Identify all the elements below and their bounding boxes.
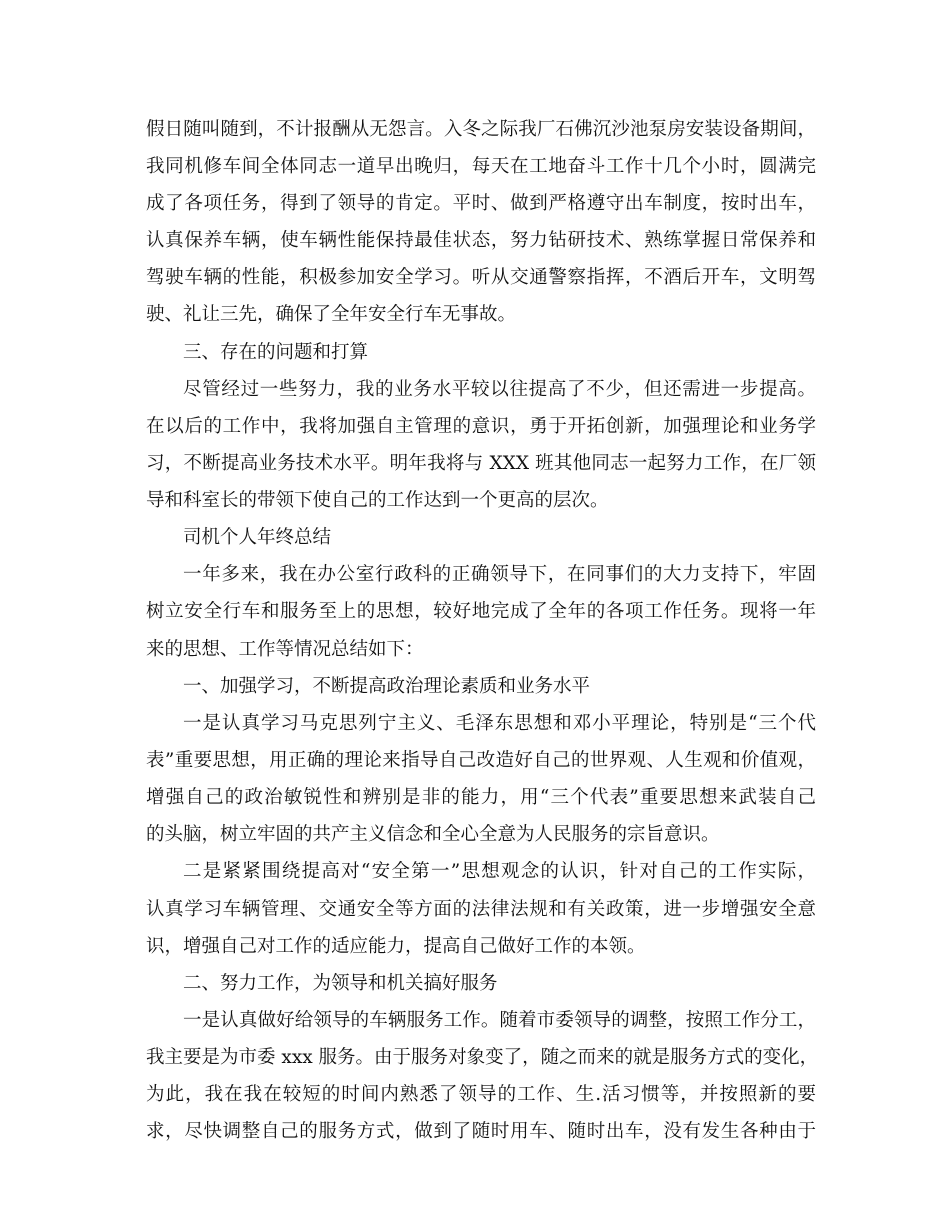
body-text-line: 驶、礼让三先，确保了全年安全行车无事故。 — [146, 304, 517, 325]
body-text-line: 树立安全行车和服务至上的思想，较好地完成了全年的各项工作任务。现将一年 — [146, 601, 816, 622]
body-text-line: 导和科室长的带领下使自己的工作达到一个更高的层次。 — [146, 490, 609, 511]
body-text-line: 在以后的工作中，我将加强自主管理的意识，勇于开拓创新，加强理论和业务学 — [146, 416, 816, 437]
body-text-line: 认真保养车辆，使车辆性能保持最佳状态，努力钻研技术、熟练掌握日常保养和 — [146, 230, 816, 251]
body-text-line: 一是认真学习马克思列宁主义、毛泽东思想和邓小平理论，特别是“三个代 — [183, 713, 816, 734]
body-text-line: 尽管经过一些努力，我的业务水平较以往提高了不少，但还需进一步提高。 — [183, 379, 816, 400]
body-text-line: 一年多来，我在办公室行政科的正确领导下，在同事们的大力支持下，牢固 — [183, 564, 816, 585]
document-title: 司机个人年终总结 — [183, 527, 332, 548]
body-text-line: 我主要是为市委 xxx 服务。由于服务对象变了，随之而来的就是服务方式的变化， — [146, 1047, 819, 1068]
section-heading: 三、存在的问题和打算 — [183, 342, 369, 363]
body-text-line: 的头脑，树立牢固的共产主义信念和全心全意为人民服务的宗旨意识。 — [146, 824, 720, 845]
body-text-line: 为此，我在我在较短的时间内熟悉了领导的工作、生.活习惯等，并按照新的要 — [146, 1084, 816, 1105]
section-heading: 二、努力工作，为领导和机关搞好服务 — [183, 973, 498, 994]
body-text-line: 认真学习车辆管理、交通安全等方面的法律法规和有关政策，进一步增强安全意 — [146, 899, 816, 920]
body-text-line: 假日随叫随到，不计报酬从无怨言。入冬之际我厂石佛沉沙池泵房安装设备期间， — [146, 119, 816, 140]
body-text-line: 二是紧紧围绕提高对“安全第一”思想观念的认识，针对自己的工作实际， — [183, 861, 816, 882]
body-text-line: 来的思想、工作等情况总结如下： — [146, 639, 424, 660]
body-text-line: 一是认真做好给领导的车辆服务工作。随着市委领导的调整，按照工作分工， — [183, 1010, 816, 1031]
body-text-line: 驾驶车辆的性能，积极参加安全学习。听从交通警察指挥，不酒后开车，文明驾 — [146, 267, 816, 288]
body-text-line: 识，增强自己对工作的适应能力，提高自己做好工作的本领。 — [146, 936, 646, 957]
section-heading: 一、加强学习，不断提高政治理论素质和业务水平 — [183, 676, 591, 697]
body-text-line: 表”重要思想，用正确的理论来指导自己改造好自己的世界观、人生观和价值观， — [146, 750, 816, 771]
body-text-line: 成了各项任务，得到了领导的肯定。平时、做到严格遵守出车制度，按时出车， — [146, 193, 816, 214]
body-text-line: 求，尽快调整自己的服务方式，做到了随时用车、随时出车，没有发生各种由于 — [146, 1121, 816, 1142]
body-text-line: 习，不断提高业务技术水平。明年我将与 XXX 班其他同志一起努力工作，在厂领 — [146, 453, 816, 474]
body-text-line: 增强自己的政治敏锐性和辨别是非的能力，用“三个代表”重要思想来武装自己 — [146, 787, 816, 808]
body-text-line: 我同机修车间全体同志一道早出晚归，每天在工地奋斗工作十几个小时，圆满完 — [146, 156, 816, 177]
